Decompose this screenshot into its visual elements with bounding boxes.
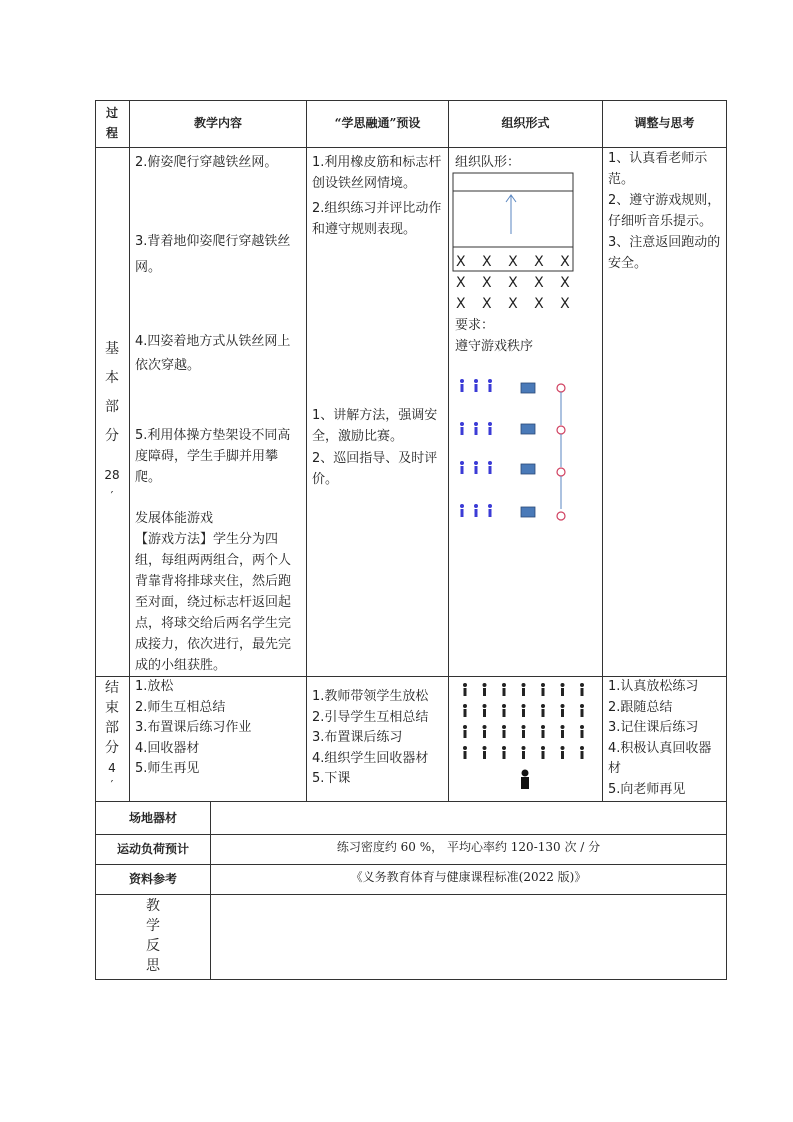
- student-icon: [474, 461, 478, 465]
- list-item: 4.回收器材: [135, 740, 200, 756]
- header-preset: “学思融通”预设: [334, 116, 421, 130]
- header-reflection: 调整与思考: [634, 116, 695, 130]
- reflection-char: 教: [146, 898, 160, 914]
- student-icon: [561, 725, 565, 738]
- student-icon: [502, 746, 506, 759]
- header-process-char: 程: [105, 126, 118, 140]
- student-icon: [541, 746, 545, 759]
- student-icon: [474, 504, 478, 508]
- stage-char: 基: [105, 341, 119, 357]
- student-icon: [483, 683, 487, 696]
- student-icon: [580, 683, 584, 696]
- student-icon: [474, 422, 478, 426]
- reflect-2: 2、遵守游戏规则，仔细听音乐提示。: [608, 193, 721, 229]
- reflect-1: 1、认真看老师示范。: [608, 151, 708, 187]
- list-item: 5.向老师再见: [608, 781, 686, 797]
- student-icon: [522, 746, 526, 759]
- content-item-2: 2.俯姿爬行穿越铁丝网。: [135, 155, 278, 170]
- cone-icon: [557, 512, 565, 520]
- preset-3: 1、讲解方法，强调安全，激励比赛。: [312, 408, 438, 444]
- student-icon: [463, 746, 467, 759]
- student-icon-body: [461, 427, 464, 435]
- stage-char: 本: [105, 370, 119, 386]
- reference-value: 《义务教育体育与健康课程标准(2022 版)》: [350, 870, 587, 884]
- basic-stage-label: [102, 335, 122, 502]
- reference-label: 资料参考: [128, 872, 177, 886]
- list-item: 1.放松: [135, 679, 174, 694]
- stage-char: 部: [105, 720, 119, 736]
- content-item-3: 3.背着地仰姿爬行穿越铁丝网。: [135, 234, 291, 275]
- student-icon: [483, 746, 487, 759]
- list-item: 1.教师带领学生放松: [312, 689, 429, 704]
- student-icon: [561, 704, 565, 717]
- relay-group-1: [460, 379, 492, 392]
- student-icon-body: [489, 384, 492, 392]
- game-method-label: 【游戏方法】: [135, 532, 214, 547]
- student-icon-body: [461, 384, 464, 392]
- stage-char: 分: [105, 428, 119, 444]
- student-icon-body: [475, 509, 478, 517]
- game-method-text: 学生分为四组，每组两两组合，两个人背靠背将排球夹住，然后跑至对面，绕过标志杆返回起点，将球交给后两名学生完成接力，依次进行，最先完成的小组获胜。: [135, 532, 292, 673]
- relay-group-3: [460, 461, 492, 474]
- list-item: 2.引导学生互相总结: [312, 709, 429, 725]
- student-icon: [460, 422, 464, 426]
- student-icon: [580, 746, 584, 759]
- student-icon: [522, 683, 526, 696]
- student-icon-body: [489, 427, 492, 435]
- mat-icon: [521, 464, 535, 474]
- student-icon: [463, 725, 467, 738]
- org-label: 组织队形：: [455, 155, 521, 170]
- header-content: 教学内容: [193, 116, 242, 130]
- student-icon: [561, 746, 565, 759]
- stage-minutes: 28: [104, 468, 120, 482]
- list-item: 3.布置课后练习作业: [135, 720, 252, 735]
- reflection-char: 学: [146, 918, 160, 934]
- student-icon: [463, 704, 467, 717]
- load-value: 练习密度约 60 %， 平均心率约 120-130 次 / 分: [336, 840, 601, 854]
- relay-game-diagram: [455, 375, 585, 525]
- stage-minutes: 4: [108, 761, 116, 775]
- preset-2: 2.组织练习并评比动作和遵守规则表现。: [312, 201, 442, 237]
- preset-1: 1.利用橡皮筋和标志杆创设铁丝网情境。: [312, 155, 442, 191]
- x-formation-row: X X X X X: [456, 296, 576, 312]
- x-formation-row: X X X X X: [456, 275, 576, 291]
- list-item: 4.积极认真回收器材: [608, 740, 712, 776]
- game-title: 发展体能游戏: [135, 511, 214, 526]
- relay-group-4: [460, 504, 492, 517]
- header-process-char: 过: [105, 106, 118, 120]
- reflect-3: 3、注意返回跑动的安全。: [608, 235, 721, 271]
- ending-preset-list: [312, 687, 444, 790]
- requirement-label: 要求：: [455, 318, 495, 333]
- ending-reflect-list: [608, 677, 722, 800]
- student-icon: [460, 461, 464, 465]
- content-item-4: 4.四姿着地方式从铁丝网上依次穿越。: [135, 334, 291, 373]
- student-icon: [460, 379, 464, 383]
- stage-char: 部: [105, 399, 119, 415]
- list-item: 2.跟随总结: [608, 699, 673, 715]
- student-icon: [474, 379, 478, 383]
- reflection-char: 反: [146, 938, 160, 954]
- reflection-char: 思: [146, 958, 160, 974]
- student-icon-body: [475, 384, 478, 392]
- student-icon: [580, 704, 584, 717]
- game-method: [135, 529, 301, 676]
- list-item: 5.师生再见: [135, 761, 200, 776]
- load-label: 运动负荷预计: [116, 842, 189, 856]
- ending-formation-diagram: [455, 680, 595, 795]
- header-organization: 组织形式: [501, 116, 550, 130]
- stage-char: 结: [105, 680, 119, 696]
- stage-minute-mark: ′: [110, 489, 114, 503]
- cone-icon: [557, 468, 565, 476]
- student-icon: [483, 704, 487, 717]
- list-item: 3.布置课后练习: [312, 730, 403, 745]
- student-icon: [580, 725, 584, 738]
- student-icon-body: [489, 509, 492, 517]
- header-process: [100, 103, 124, 143]
- student-icon: [541, 725, 545, 738]
- student-icon: [502, 725, 506, 738]
- ending-content-list: [135, 677, 301, 780]
- list-item: 3.记住课后练习: [608, 720, 699, 735]
- mat-icon: [521, 383, 535, 393]
- field-top-zone: [453, 173, 573, 191]
- student-icon: [460, 504, 464, 508]
- stage-char: 分: [105, 740, 119, 756]
- teaching-reflection-label: [96, 896, 210, 976]
- student-icon: [561, 683, 565, 696]
- student-icon: [488, 461, 492, 465]
- ending-stage-label: [102, 678, 122, 792]
- list-item: 2.师生互相总结: [135, 699, 226, 715]
- student-icon: [488, 379, 492, 383]
- student-icon: [483, 725, 487, 738]
- relay-group-2: [460, 422, 492, 435]
- mat-icon: [521, 424, 535, 434]
- student-icon-body: [461, 466, 464, 474]
- student-icon-body: [489, 466, 492, 474]
- stage-char: 束: [105, 700, 119, 716]
- student-icon-body: [475, 427, 478, 435]
- preset-4: 2、巡回指导、及时评价。: [312, 451, 438, 487]
- list-item: 4.组织学生回收器材: [312, 750, 429, 766]
- list-item: 5.下课: [312, 771, 351, 786]
- student-icon: [488, 504, 492, 508]
- student-icon-body: [475, 466, 478, 474]
- requirement-text: 遵守游戏秩序: [455, 339, 534, 354]
- student-icon: [541, 704, 545, 717]
- mat-icon: [521, 507, 535, 517]
- content-item-5: 5.利用体操方垫架设不同高度障碍，学生手脚并用攀爬。: [135, 428, 291, 485]
- x-formation-row: X X X X X: [456, 254, 576, 270]
- field-middle-zone: [453, 191, 573, 247]
- teacher-icon: [521, 770, 529, 790]
- cone-icon: [557, 384, 565, 392]
- cone-icon: [557, 426, 565, 434]
- stage-minute-mark: ′: [110, 778, 114, 792]
- student-icon-body: [461, 509, 464, 517]
- student-icon: [502, 683, 506, 696]
- list-item: 1.认真放松练习: [608, 679, 699, 694]
- student-icon: [502, 704, 506, 717]
- student-icon: [522, 725, 526, 738]
- student-icon: [522, 704, 526, 717]
- student-icon: [463, 683, 467, 696]
- student-icon: [541, 683, 545, 696]
- student-icon: [488, 422, 492, 426]
- venue-label: 场地器材: [128, 811, 177, 825]
